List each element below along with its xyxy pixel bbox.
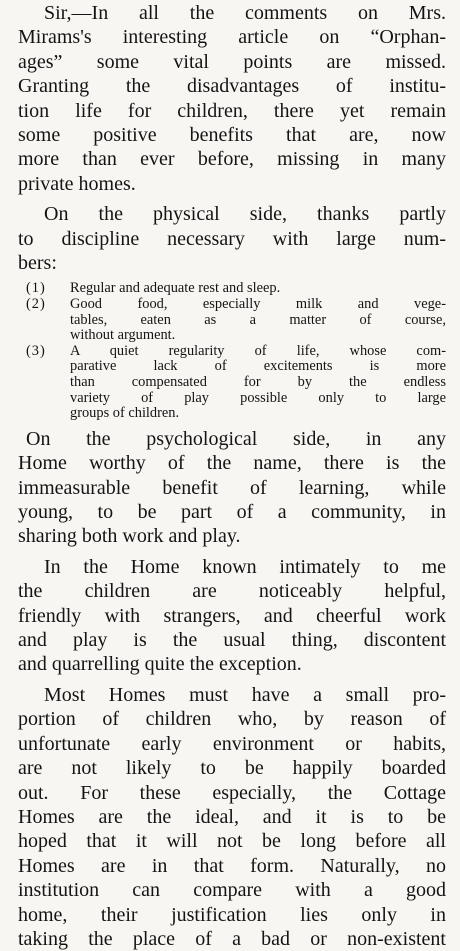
list-text <box>70 281 446 297</box>
text-line: young, to be part of a community, in <box>18 501 446 524</box>
list-text <box>70 344 446 422</box>
text-line: bers: <box>18 252 57 275</box>
text-line: taking the place of a bad or non-existent <box>18 927 446 950</box>
text-line: are not likely to be happily boarded <box>18 757 446 780</box>
text-line: Most Homes must have a small pro- <box>44 683 446 706</box>
text-line: and quarrelling quite the exception. <box>18 653 302 676</box>
text-line: In the Home known intimately to me <box>44 555 446 578</box>
list-item <box>18 344 446 422</box>
list-number: (3) <box>26 342 46 359</box>
paragraph-psychological <box>18 427 446 549</box>
text-line: portion of children who, by reason of <box>18 708 446 731</box>
list-text <box>70 297 446 344</box>
text-line: to discipline necessary with large num- <box>18 227 446 250</box>
text-line: On the psychological side, in any <box>26 427 446 450</box>
list-item <box>18 281 446 297</box>
text-line: some positive benefits that are, now <box>18 124 446 147</box>
text-line: On the physical side, thanks partly <box>44 203 446 226</box>
text-line: Good food, especially milk and vege- <box>70 296 446 313</box>
text-line: sharing both work and play. <box>18 525 241 548</box>
text-line: out. For these especially, the Cottage <box>18 781 446 804</box>
text-line: ages” some vital points are missed. <box>18 50 446 73</box>
text-line: the children are noticeably helpful, <box>18 580 446 603</box>
text-line: friendly with strangers, and cheerful work <box>18 604 446 627</box>
text-line: parative lack of excitements is more <box>70 358 446 375</box>
text-line: tables, eaten as a matter of course, <box>70 311 446 328</box>
text-line: Granting the disadvantages of institu- <box>18 75 446 98</box>
text-line: Sir,—In all the comments on Mrs. <box>44 2 446 24</box>
paragraph-home <box>18 555 446 677</box>
text-line: than compensated for by the endless <box>70 374 446 391</box>
list-number: (2) <box>26 296 46 313</box>
paragraph-cottage-homes <box>18 683 446 951</box>
text-line: and play is the usual thing, discontent <box>18 629 446 652</box>
list-number: (1) <box>26 280 46 297</box>
text-line: Homes are the ideal, and it is to be <box>18 805 446 828</box>
text-line: Mirams's interesting article on “Orphan- <box>18 26 446 49</box>
text-line: Regular and adequate rest and sleep. <box>70 280 281 297</box>
text-line: variety of play possible only to large <box>70 389 446 406</box>
text-line: tion life for children, there yet remain <box>18 99 446 122</box>
text-line: institution can compare with a good <box>18 879 446 902</box>
text-line: home, their justification lies only in <box>18 903 446 926</box>
text-line: unfortunate early environment or habits, <box>18 732 446 755</box>
text-line: A quiet regularity of life, whose com- <box>70 342 446 359</box>
text-line: groups of children. <box>70 405 180 422</box>
text-line: without argument. <box>70 327 176 344</box>
text-line: private homes. <box>18 172 136 195</box>
text-line: hoped that it will not be long before all <box>18 830 446 853</box>
paragraph-intro <box>18 1 446 196</box>
text-line: Home worthy of the name, there is the <box>18 452 446 475</box>
text-line: Homes are in that form. Naturally, no <box>18 854 446 877</box>
text-line: immeasurable benefit of learning, while <box>18 476 446 499</box>
benefits-list <box>18 281 446 421</box>
text-line: more than ever before, missing in many <box>18 148 446 171</box>
list-item <box>18 297 446 344</box>
paragraph-physical <box>18 202 446 275</box>
